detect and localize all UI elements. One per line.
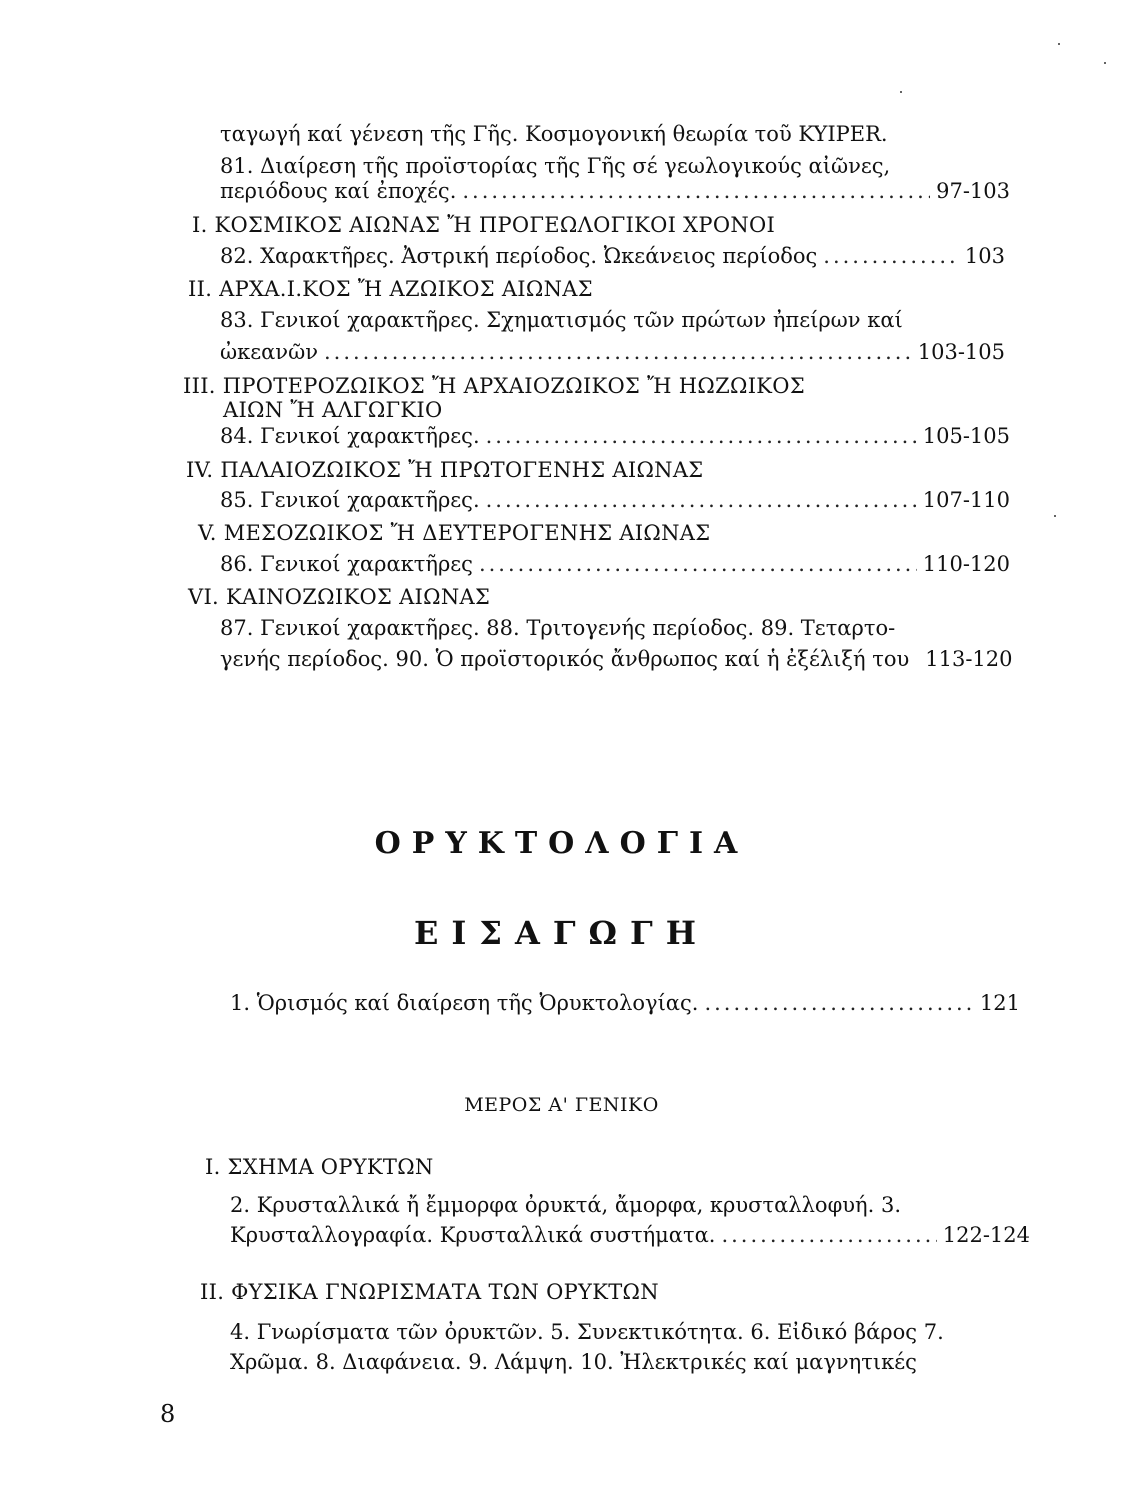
toc-line: 81. Διαίρεση τῆς προϊστορίας τῆς Γῆς σέ γεωλογικούς αἰῶνες, xyxy=(220,154,891,178)
section-heading: III. ΠΡΟΤΕΡΟΖΩΙΚΟΣ Ἤ ΑΡΧΑΙΟΖΩΙΚΟΣ Ἤ ΗΩΖΩΙΚΟΣ xyxy=(183,374,805,398)
toc-entry: περιόδους καί ἐποχές. ..... 97-103 xyxy=(220,178,1010,204)
dot-leader xyxy=(462,178,930,204)
page-ref: 121 xyxy=(979,991,1020,1015)
toc-line: 2. Κρυσταλλικά ἤ ἔμμορφα ὀρυκτά, ἄμορφα, κρυσταλλοφυή. 3. xyxy=(230,1193,902,1217)
toc-line: 4. Γνωρίσματα τῶν ὀρυκτῶν. 5. Συνεκτικότητα. 6. Εἰδικό βάρος 7. xyxy=(230,1320,944,1344)
page-ref: 110-120 xyxy=(922,552,1010,576)
dot-leader xyxy=(823,243,959,269)
page-number: 8 xyxy=(160,1400,176,1428)
scan-speck xyxy=(1058,43,1060,45)
page-ref: 105-105 xyxy=(922,424,1010,448)
page-ref: 107-110 xyxy=(922,488,1010,512)
dot-leader xyxy=(721,1222,936,1248)
toc-entry: Κρυσταλλογραφία. Κρυσταλλικά συστήματα. ..... 122-124 xyxy=(230,1222,1030,1248)
dot-leader xyxy=(479,551,917,577)
page-ref: 113-120 xyxy=(925,647,1013,671)
title-eisagogi: ΕΙΣΑΓΩΓΗ xyxy=(414,914,709,952)
scan-speck xyxy=(1104,62,1106,64)
section-heading: II. ΦΥΣΙΚΑ ΓΝΩΡΙΣΜΑΤΑ ΤΩΝ ΟΡΥΚΤΩΝ xyxy=(200,1280,659,1304)
section-heading: II. ΑΡΧΑ.Ι.ΚΟΣ Ἤ ΑΖΩΙΚΟΣ ΑΙΩΝΑΣ xyxy=(188,277,593,301)
toc-line: 83. Γενικοί χαρακτῆρες. Σχηματισμός τῶν πρώτων ἠπείρων καί xyxy=(220,308,903,332)
section-heading: VI. ΚΑΙΝΟΖΩΙΚΟΣ ΑΙΩΝΑΣ xyxy=(188,585,491,609)
dot-leader xyxy=(704,990,973,1016)
scan-speck xyxy=(900,91,902,93)
page-ref: 122-124 xyxy=(942,1223,1030,1247)
dot-leader xyxy=(486,423,917,449)
toc-entry: 85. Γενικοί χαρακτῆρες. ..... 107-110 xyxy=(220,487,1010,513)
toc-line: Χρῶμα. 8. Διαφάνεια. 9. Λάμψη. 10. Ἠλεκτρικές καί μαγνητικές xyxy=(230,1350,917,1374)
toc-line: 87. Γενικοί χαρακτῆρες. 88. Τριτογενής περίοδος. 89. Τεταρτο- xyxy=(220,616,896,640)
scan-speck xyxy=(1054,515,1056,517)
page-ref: 103 xyxy=(964,244,1005,268)
section-heading: IV. ΠΑΛΑΙΟΖΩΙΚΟΣ Ἤ ΠΡΩΤΟΓΕΝΗΣ ΑΙΩΝΑΣ xyxy=(186,458,704,482)
section-heading: I. ΣΧΗΜΑ ΟΡΥΚΤΩΝ xyxy=(205,1155,434,1179)
toc-entry: γενής περίοδος. 90. Ὁ προϊστορικός ἄνθρωπος καί ἡ ἐξέλιξή του 113-120 xyxy=(220,647,1013,671)
toc-line: ταγωγή καί γένεση τῆς Γῆς. Κοσμογονική θεωρία τοῦ KYIPER. xyxy=(220,122,888,146)
toc-entry: 84. Γενικοί χαρακτῆρες. ..... 105-105 xyxy=(220,423,1010,449)
page-ref: 103-105 xyxy=(917,340,1005,364)
toc-entry: 82. Χαρακτῆρες. Ἀστρική περίοδος. Ὠκεάνειος περίοδος ..... 103 xyxy=(220,243,1005,269)
dot-leader xyxy=(486,487,917,513)
page-ref: 97-103 xyxy=(936,179,1010,203)
toc-entry: 86. Γενικοί χαρακτῆρες ..... 110-120 xyxy=(220,551,1010,577)
section-heading: I. ΚΟΣΜΙΚΟΣ ΑΙΩΝΑΣ Ἤ ΠΡΟΓΕΩΛΟΓΙΚΟΙ ΧΡΟΝΟΙ xyxy=(192,213,776,237)
section-heading-cont: ΑΙΩΝ Ἤ ΑΛΓΩΓΚΙΟ xyxy=(223,398,443,422)
title-oryktologia: ΟΡΥΚΤΟΛΟΓΙΑ xyxy=(374,826,749,861)
toc-entry: ὠκεανῶν ..... 103-105 xyxy=(220,339,1005,365)
section-heading: V. ΜΕΣΟΖΩΙΚΟΣ Ἤ ΔΕΥΤΕΡΟΓΕΝΗΣ ΑΙΩΝΑΣ xyxy=(198,521,711,545)
toc-entry: 1. Ὁρισμός καί διαίρεση τῆς Ὀρυκτολογίας. ..... 121 xyxy=(230,990,1020,1016)
part-label: ΜΕΡΟΣ Α' ΓΕΝΙΚΟ xyxy=(464,1094,659,1116)
dot-leader xyxy=(324,339,912,365)
